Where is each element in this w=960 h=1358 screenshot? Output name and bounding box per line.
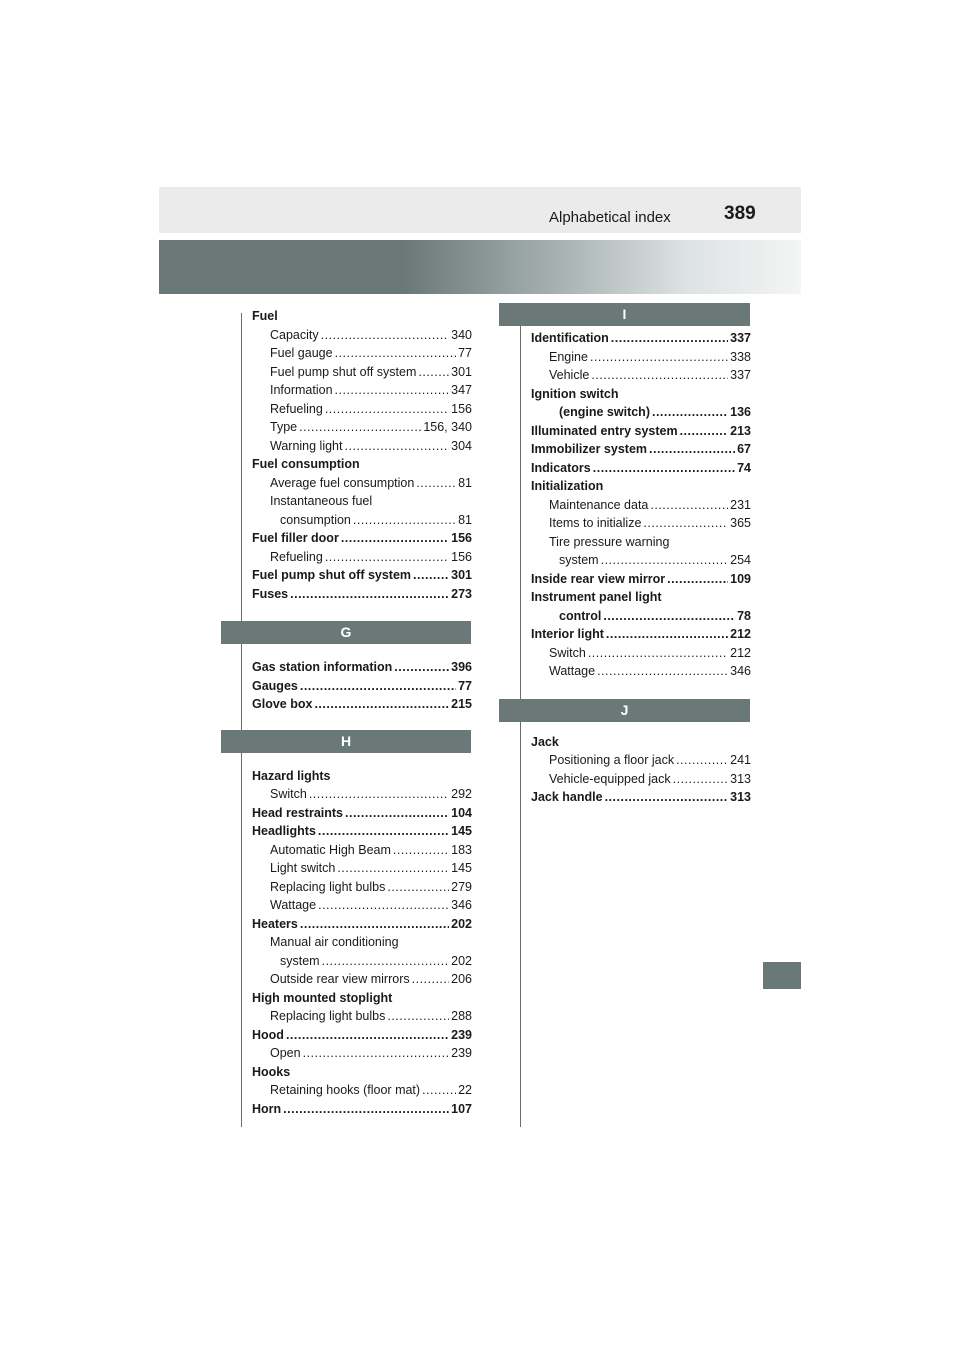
index-group-j bbox=[531, 733, 751, 807]
index-entry-leader bbox=[290, 585, 449, 604]
index-entry-term: High mounted stoplight bbox=[252, 990, 393, 1005]
letter-header-g: G bbox=[221, 621, 471, 644]
index-entry-term: Instrument panel light bbox=[531, 590, 662, 604]
index-entry-leader bbox=[590, 348, 728, 367]
index-entry-page: 213 bbox=[730, 423, 751, 438]
index-entry bbox=[252, 492, 472, 511]
index-entry bbox=[531, 422, 751, 441]
index-entry-term: Immobilizer system bbox=[531, 442, 648, 456]
index-entry-page: 231 bbox=[730, 497, 751, 512]
index-entry bbox=[252, 859, 472, 878]
index-entry-term: Refueling bbox=[270, 401, 323, 416]
index-entry bbox=[252, 548, 472, 567]
index-entry-page: 136 bbox=[730, 405, 751, 419]
index-entry-page: 145 bbox=[451, 824, 472, 838]
index-entry-page: 346 bbox=[451, 898, 472, 912]
index-entry-leader bbox=[337, 859, 449, 878]
index-entry-page: 156 bbox=[451, 401, 472, 416]
index-entry-term: Heaters bbox=[252, 916, 298, 931]
index-entry-leader bbox=[676, 751, 728, 770]
index-entry-term: Automatic High Beam bbox=[270, 842, 391, 857]
index-entry-term: Warning light bbox=[270, 438, 343, 453]
index-entry-page: 396 bbox=[451, 660, 472, 674]
index-entry-leader bbox=[673, 770, 729, 789]
index-entry-term: Head restraints bbox=[252, 805, 344, 820]
index-entry-page: 288 bbox=[451, 1009, 472, 1023]
index-entry-page: 212 bbox=[730, 627, 751, 641]
index-entry-term: Interior light bbox=[531, 627, 604, 641]
index-entry-page: 313 bbox=[730, 790, 751, 804]
index-entry-term: Switch bbox=[549, 645, 586, 660]
chapter-band bbox=[159, 240, 801, 294]
index-entry-term: Hood bbox=[252, 1027, 284, 1042]
index-entry-page: 156 bbox=[451, 531, 472, 545]
index-entry-term: Refueling bbox=[270, 549, 323, 564]
index-entry bbox=[531, 366, 751, 385]
index-entry-term: Headlights bbox=[252, 824, 316, 838]
index-entry-term: Maintenance data bbox=[549, 497, 649, 512]
index-entry bbox=[531, 662, 751, 681]
index-entry bbox=[252, 1063, 472, 1082]
index-entry-term: Average fuel consumption bbox=[270, 475, 415, 490]
index-entry bbox=[252, 566, 472, 585]
index-entry-page: 77 bbox=[458, 346, 472, 360]
index-entry-page: 107 bbox=[451, 1101, 472, 1116]
index-entry-term: Identification bbox=[531, 331, 609, 345]
index-entry bbox=[531, 477, 751, 496]
index-entry-leader bbox=[413, 566, 449, 585]
index-entry-leader bbox=[422, 1081, 456, 1100]
page-number: 389 bbox=[724, 203, 756, 224]
index-entry bbox=[252, 529, 472, 548]
index-entry-term: Capacity bbox=[270, 327, 319, 342]
index-entry bbox=[252, 363, 472, 382]
index-entry-leader bbox=[321, 326, 450, 345]
index-entry bbox=[252, 695, 472, 714]
index-entry-term: system bbox=[280, 953, 320, 968]
index-entry-term: Hooks bbox=[252, 1064, 291, 1079]
index-entry bbox=[531, 625, 751, 644]
index-entry-page: 78 bbox=[737, 608, 751, 623]
index-entry-term: Retaining hooks (floor mat) bbox=[270, 1083, 421, 1097]
index-entry-page: 145 bbox=[451, 861, 472, 875]
index-entry-term: Jack handle bbox=[531, 790, 603, 804]
index-entry bbox=[252, 326, 472, 345]
index-entry-term: consumption bbox=[280, 512, 351, 527]
letter-header-h: H bbox=[221, 730, 471, 753]
index-entry-page: 292 bbox=[451, 787, 472, 801]
index-entry-page: 338 bbox=[730, 349, 751, 364]
index-entry bbox=[252, 344, 472, 363]
index-entry bbox=[252, 677, 472, 696]
index-entry-term: Wattage bbox=[270, 898, 317, 912]
index-entry bbox=[252, 767, 472, 786]
index-entry-page: 212 bbox=[730, 645, 751, 660]
index-entry-leader bbox=[680, 422, 729, 441]
index-entry-term: Wattage bbox=[549, 664, 596, 678]
index-entry-term: (engine switch) bbox=[559, 405, 650, 419]
index-entry-leader bbox=[387, 1007, 449, 1026]
index-entry bbox=[252, 400, 472, 419]
index-entry bbox=[252, 896, 472, 915]
index-group-g bbox=[252, 658, 472, 714]
index-entry bbox=[252, 455, 472, 474]
index-entry-term: Switch bbox=[270, 787, 307, 801]
index-entry-term: Type bbox=[270, 420, 298, 434]
index-entry bbox=[531, 403, 751, 422]
index-entry-page: 337 bbox=[730, 368, 751, 382]
index-entry-term: Fuses bbox=[252, 586, 289, 601]
index-entry bbox=[252, 804, 472, 823]
index-entry bbox=[252, 989, 472, 1008]
index-entry-leader bbox=[393, 841, 449, 860]
index-entry-page: 254 bbox=[730, 553, 751, 567]
index-entry-leader bbox=[611, 329, 728, 348]
index-entry-page: 347 bbox=[451, 383, 472, 397]
index-entry-page: 365 bbox=[730, 516, 751, 530]
index-entry-leader bbox=[605, 788, 729, 807]
index-entry bbox=[531, 533, 751, 552]
index-entry-leader bbox=[325, 400, 449, 419]
index-entry-page: 340 bbox=[451, 327, 472, 342]
index-entry-term: Illuminated entry system bbox=[531, 423, 678, 438]
index-entry-page: 346 bbox=[730, 664, 751, 678]
index-entry-leader bbox=[652, 403, 728, 422]
index-entry-term: Vehicle bbox=[549, 368, 590, 382]
index-entry bbox=[252, 933, 472, 952]
index-entry-term: Ignition switch bbox=[531, 386, 619, 401]
index-entry-page: 74 bbox=[737, 460, 751, 475]
index-entry-term: Engine bbox=[549, 349, 588, 364]
index-entry-leader bbox=[341, 529, 449, 548]
index-entry-page: 104 bbox=[451, 805, 472, 820]
index-entry-leader bbox=[412, 970, 450, 989]
index-entry-term: Light switch bbox=[270, 861, 336, 875]
index-entry-leader bbox=[593, 459, 735, 478]
index-entry-page: 202 bbox=[451, 916, 472, 931]
index-entry-term: Glove box bbox=[252, 697, 313, 711]
index-entry bbox=[531, 733, 751, 752]
index-entry-leader bbox=[314, 695, 449, 714]
index-entry-leader bbox=[335, 381, 450, 400]
index-entry bbox=[531, 570, 751, 589]
index-entry-leader bbox=[335, 344, 457, 363]
index-entry-page: 301 bbox=[451, 568, 472, 582]
index-entry bbox=[252, 1100, 472, 1119]
letter-header-j: J bbox=[499, 699, 750, 722]
index-entry-leader bbox=[300, 677, 456, 696]
index-entry-page: 273 bbox=[451, 586, 472, 601]
index-entry-leader bbox=[649, 440, 735, 459]
index-entry-leader bbox=[286, 1026, 449, 1045]
index-entry-leader bbox=[299, 418, 421, 437]
index-entry-page: 313 bbox=[730, 771, 751, 786]
index-entry-page: 109 bbox=[730, 571, 751, 586]
index-entry-term: Initialization bbox=[531, 479, 604, 493]
index-entry bbox=[252, 437, 472, 456]
index-entry bbox=[252, 1007, 472, 1026]
index-entry-leader bbox=[603, 607, 735, 626]
index-entry bbox=[531, 459, 751, 478]
index-entry bbox=[252, 952, 472, 971]
index-entry-term: Fuel pump shut off system bbox=[270, 364, 417, 379]
index-entry-leader bbox=[667, 570, 728, 589]
index-entry bbox=[531, 440, 751, 459]
index-entry-leader bbox=[345, 437, 450, 456]
index-entry-leader bbox=[325, 548, 449, 567]
index-entry-leader bbox=[597, 662, 728, 681]
index-entry-leader bbox=[601, 551, 729, 570]
index-entry-term: Horn bbox=[252, 1101, 282, 1116]
index-entry bbox=[531, 644, 751, 663]
index-entry bbox=[531, 551, 751, 570]
index-entry bbox=[252, 1044, 472, 1063]
index-entry bbox=[252, 915, 472, 934]
index-entry bbox=[252, 878, 472, 897]
index-entry-leader bbox=[309, 785, 449, 804]
index-entry-page: 156, 340 bbox=[423, 420, 472, 434]
index-entry-leader bbox=[345, 804, 449, 823]
index-entry-term: Instantaneous fuel bbox=[270, 494, 373, 508]
index-entry-page: 304 bbox=[451, 438, 472, 453]
index-entry bbox=[252, 381, 472, 400]
section-title: Alphabetical index bbox=[549, 209, 671, 226]
index-entry-term: Outside rear view mirrors bbox=[270, 972, 410, 986]
index-entry bbox=[252, 474, 472, 493]
index-entry-leader bbox=[318, 896, 449, 915]
chapter-thumb-tab bbox=[763, 962, 801, 989]
index-entry bbox=[252, 970, 472, 989]
index-entry-term: Information bbox=[270, 383, 333, 397]
index-entry-leader bbox=[303, 1044, 450, 1063]
index-entry bbox=[252, 418, 472, 437]
index-group-h bbox=[252, 767, 472, 1119]
index-entry-term: Fuel bbox=[252, 309, 278, 323]
index-entry-term: Items to initialize bbox=[549, 516, 642, 530]
index-entry bbox=[252, 1081, 472, 1100]
header-bar bbox=[159, 187, 801, 233]
index-entry-page: 301 bbox=[451, 364, 472, 379]
index-entry-leader bbox=[418, 363, 449, 382]
index-entry-page: 22 bbox=[458, 1083, 472, 1097]
index-entry bbox=[252, 785, 472, 804]
index-entry-term: Indicators bbox=[531, 460, 591, 475]
index-entry-page: 239 bbox=[451, 1046, 472, 1060]
index-entry-leader bbox=[318, 822, 449, 841]
index-entry-term: Inside rear view mirror bbox=[531, 571, 666, 586]
index-entry-page: 202 bbox=[451, 953, 472, 968]
index-entry-leader bbox=[416, 474, 456, 493]
index-group-i bbox=[531, 329, 751, 681]
index-entry-term: Gauges bbox=[252, 678, 298, 693]
index-entry-term: Fuel gauge bbox=[270, 346, 333, 360]
index-entry-leader bbox=[394, 658, 449, 677]
index-entry-term: system bbox=[559, 553, 599, 567]
index-entry-term: Fuel pump shut off system bbox=[252, 568, 412, 582]
index-entry-page: 156 bbox=[451, 549, 472, 564]
index-entry-page: 215 bbox=[451, 697, 472, 711]
index-entry bbox=[531, 514, 751, 533]
index-entry-page: 206 bbox=[451, 972, 472, 986]
right-column bbox=[531, 306, 751, 807]
index-entry bbox=[252, 1026, 472, 1045]
index-entry-page: 81 bbox=[458, 512, 472, 527]
index-entry-page: 67 bbox=[737, 442, 751, 456]
index-entry-leader bbox=[606, 625, 728, 644]
index-entry bbox=[252, 511, 472, 530]
index-entry-page: 279 bbox=[451, 879, 472, 894]
index-entry-leader bbox=[300, 915, 449, 934]
letter-header-i: I bbox=[499, 303, 750, 326]
index-entry bbox=[531, 788, 751, 807]
index-entry bbox=[252, 841, 472, 860]
index-entry-term: Replacing light bulbs bbox=[270, 1009, 386, 1023]
index-entry-term: control bbox=[559, 608, 602, 623]
index-entry-leader bbox=[387, 878, 449, 897]
index-entry-term: Hazard lights bbox=[252, 768, 331, 783]
index-entry-term: Fuel filler door bbox=[252, 531, 339, 545]
index-entry-term: Replacing light bulbs bbox=[270, 879, 386, 894]
index-entry-leader bbox=[322, 952, 450, 971]
index-entry-term: Manual air conditioning bbox=[270, 935, 399, 949]
index-entry-leader bbox=[643, 514, 728, 533]
index-entry-leader bbox=[591, 366, 728, 385]
index-entry bbox=[252, 822, 472, 841]
left-column-rule bbox=[241, 313, 242, 1127]
index-entry-leader bbox=[588, 644, 728, 663]
index-entry-term: Open bbox=[270, 1046, 301, 1060]
index-entry bbox=[531, 329, 751, 348]
index-entry-term: Vehicle-equipped jack bbox=[549, 771, 671, 786]
index-entry bbox=[531, 348, 751, 367]
index-entry-leader bbox=[650, 496, 728, 515]
index-entry-page: 239 bbox=[451, 1027, 472, 1042]
index-entry bbox=[531, 607, 751, 626]
index-entry-page: 241 bbox=[730, 753, 751, 767]
index-entry-term: Jack bbox=[531, 734, 559, 749]
index-entry-term: Gas station information bbox=[252, 660, 393, 674]
index-group-fuel bbox=[252, 307, 472, 603]
index-entry bbox=[252, 307, 472, 326]
index-entry-page: 337 bbox=[730, 331, 751, 345]
index-entry-term: Positioning a floor jack bbox=[549, 753, 675, 767]
index-entry-term: Tire pressure warning bbox=[549, 534, 670, 549]
index-entry bbox=[252, 658, 472, 677]
index-entry bbox=[531, 588, 751, 607]
index-entry-leader bbox=[353, 511, 456, 530]
index-entry bbox=[252, 585, 472, 604]
index-entry-term: Fuel consumption bbox=[252, 457, 360, 471]
index-entry bbox=[531, 751, 751, 770]
index-entry-leader bbox=[283, 1100, 449, 1119]
index-entry bbox=[531, 496, 751, 515]
left-column bbox=[252, 307, 472, 1118]
index-entry bbox=[531, 770, 751, 789]
index-entry-page: 183 bbox=[451, 842, 472, 857]
index-entry bbox=[531, 385, 751, 404]
index-entry-page: 77 bbox=[458, 678, 472, 693]
index-entry-page: 81 bbox=[458, 475, 472, 490]
